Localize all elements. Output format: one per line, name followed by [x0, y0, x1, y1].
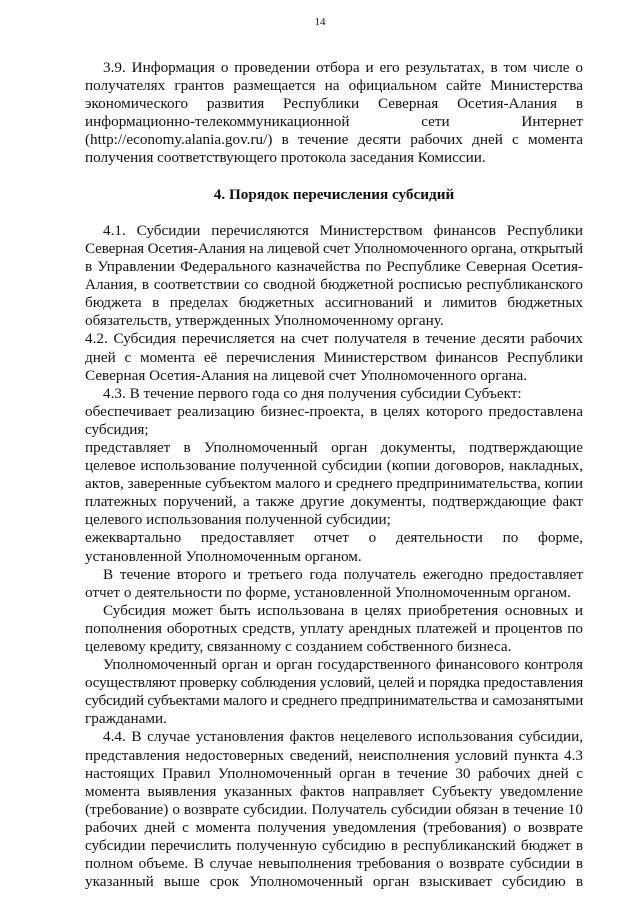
text-line: указанный выше срок Уполномоченный орган взыскивает субсидию в	[85, 873, 583, 891]
text-line: (требование) о возврате субсидии. Получатель субсидии обязан в течение 10	[85, 800, 583, 818]
text-line: обязательств, утвержденных Уполномоченному органу.	[85, 312, 444, 330]
text-line: 4.1. Субсидии перечисляются Министерством финансов Республики	[103, 221, 583, 239]
text-line: в Управлении Федерального казначейства по Республике Северная Осетия-	[85, 258, 583, 276]
text-line: Северная Осетия-Алания на лицевой счет Уполномоченного органа, открытый	[85, 239, 583, 257]
text-line: момента выявления указанных фактов направляет Субъекту уведомление	[85, 782, 583, 800]
blank-line	[85, 168, 583, 186]
text-line: отчет о деятельности по форме, установленной Уполномоченным органом.	[85, 583, 571, 601]
body-text	[85, 59, 583, 891]
text-line: Уполномоченный орган и орган государственного финансового контроля	[103, 656, 583, 674]
text-line: (http://economy.alania.gov.ru/) в течение десяти рабочих дней с момента	[85, 131, 583, 149]
text-line: 4.2. Субсидия перечисляется на счет получателя в течение десяти рабочих	[85, 330, 583, 348]
text-line: 4.4. В случае установления фактов нецелевого использования субсидии,	[103, 728, 583, 746]
text-line: субсидий субъектами малого и среднего предпринимательства и самозанятыми	[85, 692, 583, 710]
text-line: Субсидия может быть использована в целях приобретения основных и	[103, 601, 583, 619]
text-line: экономического развития Республики Северная Осетия-Алания в	[85, 95, 583, 113]
text-line: 4.3. В течение первого года со дня получения субсидии Субъект:	[103, 384, 522, 402]
text-line: рабочих дней с момента получения уведомления (требования) о возврате	[85, 818, 583, 836]
text-line: представляет в Уполномоченный орган документы, подтверждающие	[85, 438, 583, 456]
text-line: пополнения оборотных средств, уплату арендных платежей и процентов по	[85, 619, 583, 637]
text-line: дней с момента её перечисления Министерством финансов Республики	[85, 348, 583, 366]
text-line: установленной Уполномоченным органом.	[85, 547, 362, 565]
text-line: бюджета в пределах бюджетных ассигнований и лимитов бюджетных	[85, 294, 583, 312]
text-line: субсидия;	[85, 420, 149, 438]
text-line: представления недостоверных сведений, неисполнения условий пункта 4.3	[85, 746, 583, 764]
text-line: настоящих Правил Уполномоченный орган в течение 30 рабочих дней с	[85, 764, 583, 782]
page-number: 14	[314, 16, 326, 28]
text-line: ежеквартально предоставляет отчет о деятельности по форме,	[85, 529, 583, 547]
text-line: платежных поручений, а также другие документы, подтверждающие факт	[85, 493, 583, 511]
text-line: Северная Осетия-Алания на лицевой счет Уполномоченного органа.	[85, 366, 528, 384]
text-line: полном объеме. В случае невыполнения требования о возврате субсидии в	[85, 855, 583, 873]
text-line: субсидии перечислить полученную субсидию в республиканский бюджет в	[85, 837, 583, 855]
text-line: 3.9. Информация о проведении отбора и его результатах, в том числе о	[103, 59, 583, 76]
text-line: информационно-телекоммуникационной сети Интернет	[85, 113, 583, 131]
text-line: целевому кредиту, связанному с созданием собственного бизнеса.	[85, 638, 512, 655]
text-line: получения соответствующего протокола заседания Комиссии.	[85, 149, 486, 167]
text-line: В течение второго и третьего года получатель ежегодно предоставляет	[103, 565, 583, 583]
section-heading: 4. Порядок перечисления субсидий	[213, 185, 455, 203]
text-line: актов, заверенные субъектом малого и среднего предпринимательства, копии	[85, 475, 583, 493]
text-line: получателях грантов размещается на официальном сайте Министерства	[85, 77, 583, 95]
text-line: Алания, в соответствии со сводной бюджетной росписью республиканского	[85, 276, 583, 294]
text-line: целевого использования полученной субсидии;	[85, 511, 391, 529]
text-line: обеспечивает реализацию бизнес-проекта, в целях которого предоставлена	[85, 402, 583, 420]
blank-line	[85, 204, 583, 222]
text-line: осуществляют проверку соблюдения условий, целей и порядка предоставления	[85, 674, 583, 692]
text-line: гражданами.	[85, 710, 167, 728]
text-line: целевое использование полученной субсидии (копии договоров, накладных,	[85, 457, 583, 475]
